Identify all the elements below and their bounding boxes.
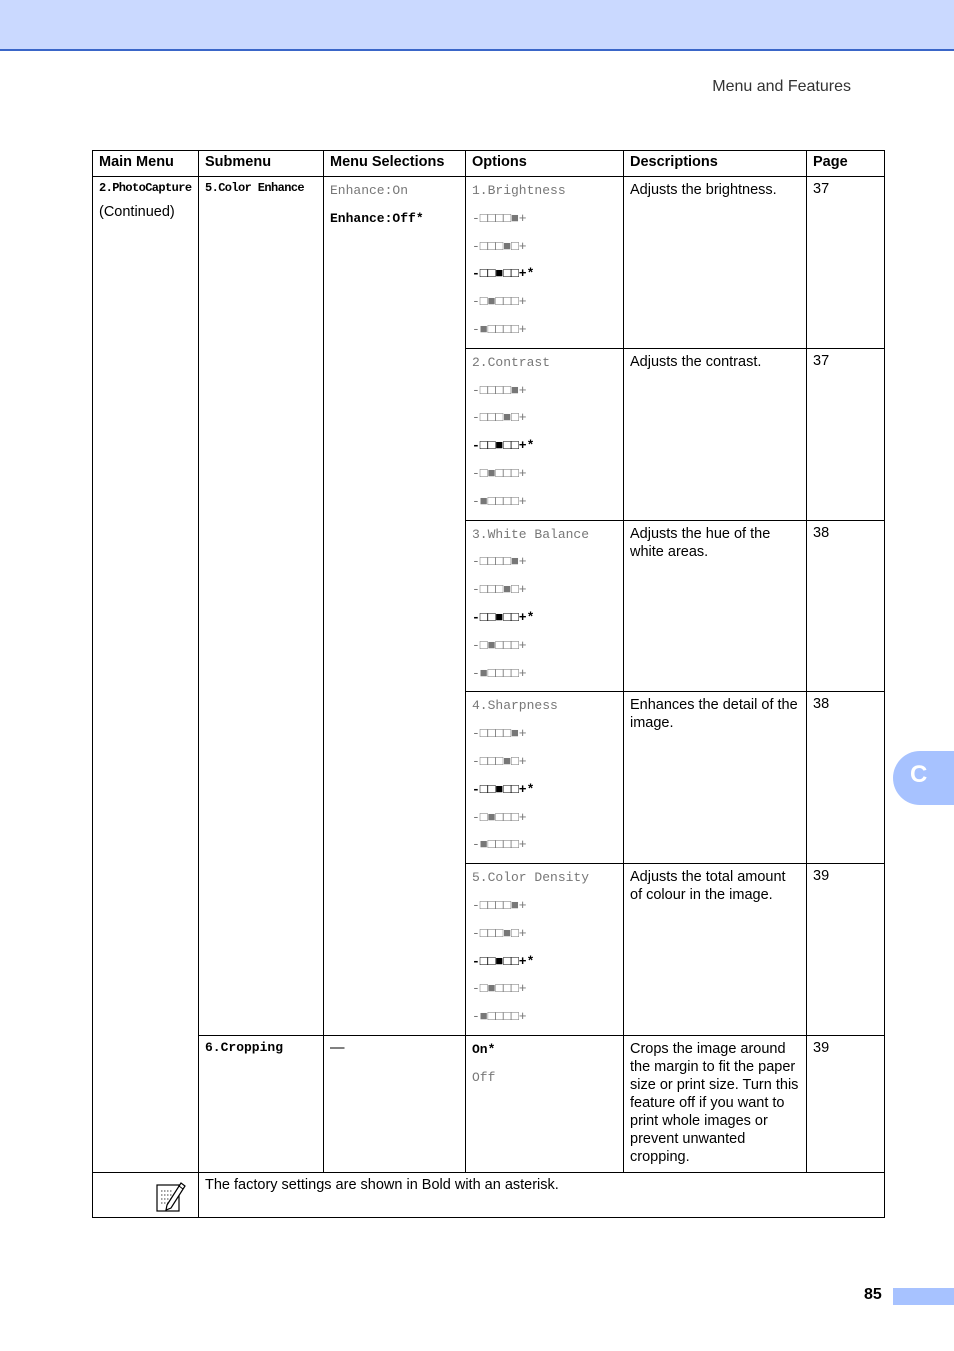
option-level: -□□□■□+ — [472, 753, 527, 769]
option-item: Off — [472, 1069, 496, 1085]
option-level: -□■□□□+ — [472, 294, 527, 310]
description-cell — [624, 177, 807, 349]
option-level: -□□■□□+* — [472, 953, 535, 969]
note-pencil-icon — [153, 1179, 187, 1213]
option-level: -■□□□□+ — [472, 493, 527, 509]
page-cell: 38 — [807, 692, 885, 864]
menu-selections-cell — [324, 1035, 466, 1172]
chapter-tab — [893, 751, 954, 805]
option-level: -□□□□■+ — [472, 382, 527, 398]
col-header-menu-selections: Menu Selections — [324, 151, 466, 177]
table-row — [93, 177, 885, 349]
table-header-row — [93, 151, 885, 177]
option-level: -□□□■□+ — [472, 925, 527, 941]
description-text: Adjusts the total amount of colour in the image. — [630, 869, 786, 904]
selection-item: Enhance:On — [330, 183, 409, 198]
option-level: -□■□□□+ — [472, 981, 527, 997]
option-level: -■□□□□+ — [472, 321, 527, 337]
description-cell — [624, 692, 807, 864]
page-cell: 39 — [807, 1035, 885, 1172]
page-cell: 38 — [807, 520, 885, 692]
col-header-submenu: Submenu — [199, 151, 324, 177]
header-band — [0, 0, 954, 51]
main-menu-cell — [93, 177, 199, 1173]
option-level: -□□□■□+ — [472, 238, 527, 254]
note-icon-cell — [93, 1172, 199, 1217]
table-row — [93, 1035, 885, 1172]
options-cell — [466, 692, 624, 864]
option-level: -□□■□□+* — [472, 781, 535, 797]
menu-selections-cell — [324, 177, 466, 1036]
description-cell — [624, 1035, 807, 1172]
description-text: Crops the image around the margin to fit the paper size or print size. Turn this feature off if you want to print whole images or prevent unwanted cropping. — [630, 1040, 799, 1165]
selection-item: — — [330, 1039, 345, 1056]
col-header-descriptions: Descriptions — [624, 151, 807, 177]
option-level: -■□□□□+ — [472, 1009, 527, 1025]
page-cell: 37 — [807, 348, 885, 520]
option-level: -□□□■□+ — [472, 410, 527, 426]
options-cell — [466, 177, 624, 349]
col-header-main-menu: Main Menu — [93, 151, 199, 177]
option-title: 3.White Balance — [472, 526, 590, 542]
page-cell: 37 — [807, 177, 885, 349]
description-text: Adjusts the hue of the white areas. — [630, 525, 771, 560]
description-cell — [624, 348, 807, 520]
options-cell — [466, 864, 624, 1036]
option-title: 4.Sharpness — [472, 698, 558, 714]
option-title: 1.Brightness — [472, 183, 566, 198]
page-cell: 39 — [807, 864, 885, 1036]
page-number: 85 — [864, 1286, 882, 1303]
option-level: -□□■□□+* — [472, 609, 535, 625]
note-row — [93, 1172, 885, 1217]
submenu-label: 6.Cropping — [205, 1039, 284, 1055]
submenu-label: 5.Color Enhance — [205, 181, 305, 195]
options-cell — [466, 1035, 624, 1172]
description-text: Adjusts the brightness. — [630, 182, 777, 198]
option-level: -□□□□■+ — [472, 726, 527, 742]
col-header-options: Options — [466, 151, 624, 177]
col-header-page: Page — [807, 151, 885, 177]
description-text: Adjusts the contrast. — [630, 353, 762, 370]
submenu-cell — [199, 177, 324, 1036]
footer-bar — [893, 1288, 954, 1305]
option-level: -□□■□□+* — [472, 266, 535, 282]
description-cell — [624, 520, 807, 692]
options-cell — [466, 520, 624, 692]
chapter-tab-letter: C — [910, 761, 928, 788]
option-title: 5.Color Density — [472, 870, 590, 886]
submenu-cell — [199, 1035, 324, 1172]
note-text: The factory settings are shown in Bold with an asterisk. — [199, 1172, 885, 1217]
option-item: On* — [472, 1041, 496, 1057]
options-cell — [466, 348, 624, 520]
description-text: Enhances the detail of the image. — [630, 697, 798, 732]
continued-label: (Continued) — [99, 204, 175, 220]
running-title: Menu and Features — [712, 78, 851, 95]
selection-item: Enhance:Off* — [330, 210, 424, 226]
option-level: -□□□■□+ — [472, 582, 527, 598]
option-title: 2.Contrast — [472, 354, 551, 370]
option-level: -□■□□□+ — [472, 465, 527, 481]
option-level: -■□□□□+ — [472, 665, 527, 681]
menu-table — [92, 150, 885, 1218]
option-level: -□■□□□+ — [472, 637, 527, 653]
option-level: -□□□□■+ — [472, 897, 527, 913]
option-level: -□■□□□+ — [472, 809, 527, 825]
main-menu-label: 2.PhotoCapture — [99, 181, 192, 195]
option-level: -□□■□□+* — [472, 438, 535, 454]
option-level: -■□□□□+ — [472, 837, 527, 853]
option-level: -□□□□■+ — [472, 210, 527, 226]
option-level: -□□□□■+ — [472, 554, 527, 570]
description-cell — [624, 864, 807, 1036]
